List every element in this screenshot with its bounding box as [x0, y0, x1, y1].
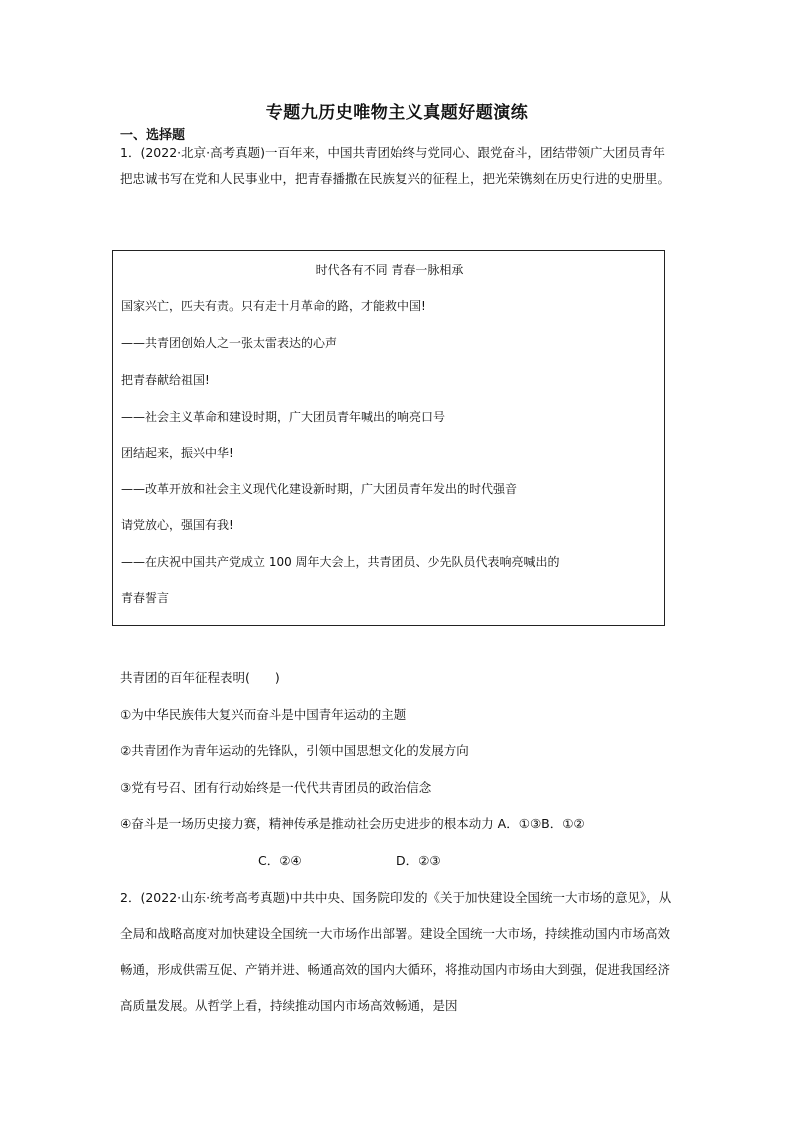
material-line: ——社会主义革命和建设时期，广大团员青年喊出的响亮口号	[121, 410, 446, 424]
question-2-stem: 2．(2022·山东·统考高考真题)中共中央、国务院印发的《关于加快建设全国统一大市场的意见》，从全局和战略高度对加快建设全国统一大市场作出部署。建设全国统一大市场，持续推动国内市场高效畅通，形成供需互促、产销并进、畅通高效的国内大循环，将推动国内市场由大到强，促进我国经济高质量发展。从哲学上看，持续推动国内市场高效畅通，是因	[120, 890, 672, 1013]
material-line: 国家兴亡，匹夫有责。只有走十月革命的路，才能救中国!	[121, 299, 426, 313]
statement-4: ④奋斗是一场历史接力赛，精神传承是推动社会历史进步的根本动力 A．①③B．①②	[120, 816, 585, 831]
choice-d: D．②③	[396, 853, 441, 868]
material-box	[112, 250, 665, 626]
material-line: ——在庆祝中国共产党成立 100 周年大会上，共青团员、少先队员代表响亮喊出的	[121, 555, 560, 569]
section-heading: 一、选择题	[120, 128, 186, 143]
statement-1: ①为中华民族伟大复兴而奋斗是中国青年运动的主题	[120, 707, 407, 722]
material-line: 把青春献给祖国!	[121, 373, 210, 387]
choice-c: C．②④	[258, 853, 302, 868]
material-line: 请党放心，强国有我!	[121, 518, 234, 532]
material-line: 团结起来，振兴中华!	[121, 446, 234, 460]
question-1-stem: 1．(2022·北京·高考真题)一百年来，中国共青团始终与党同心、跟党奋斗，团结带领广大团员青年把忠诚书写在党和人民事业中，把青春播撒在民族复兴的征程上，把光荣镌刻在历史行进的史册里。	[120, 145, 671, 186]
statement-3: ③党有号召、团有行动始终是一代代共青团员的政治信念	[120, 780, 432, 795]
statement-2: ②共青团作为青年运动的先锋队，引领中国思想文化的发展方向	[120, 743, 469, 758]
material-line: 青春誓言	[121, 591, 170, 605]
material-line: ——改革开放和社会主义现代化建设新时期，广大团员青年发出的时代强音	[121, 482, 518, 496]
page-title: 专题九历史唯物主义真题好题演练	[265, 103, 529, 123]
material-line: ——共青团创始人之一张太雷表达的心声	[121, 336, 338, 350]
question-prompt: 共青团的百年征程表明( )	[120, 670, 280, 685]
material-heading: 时代各有不同 青春一脉相承	[315, 263, 464, 277]
